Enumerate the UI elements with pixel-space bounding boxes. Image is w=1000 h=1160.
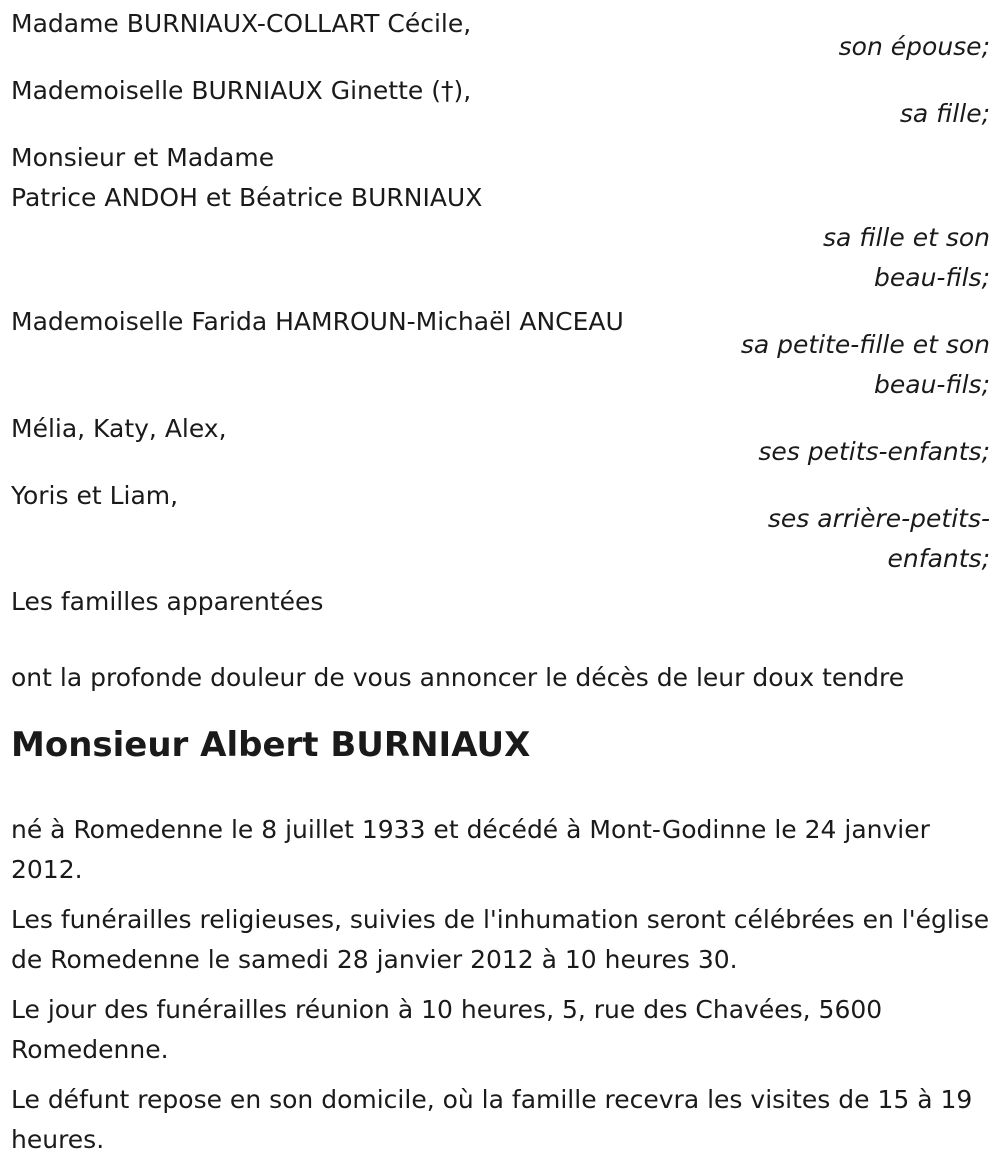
relative-entry-granddaughter [11,302,990,405]
relative-relation: son épouse; [838,32,990,61]
related-families: Les familles apparentées [11,587,324,616]
funeral-details [11,810,990,1160]
birth-death-dates: né à Romedenne le 8 juillet 1933 et décédé à Mont-Godinne le 24 janvier 2012. [11,815,930,884]
visitation-info: Le défunt repose en son domicile, où la famille recevra les visites de 15 à 19 heures. [11,1085,973,1154]
relative-entry-daughter-son-in-law [11,138,990,298]
relative-entry-daughter [11,71,990,134]
relative-entry-grandchildren [11,409,990,472]
announcement-text: ont la profonde douleur de vous annoncer le décès de leur doux tendre [11,663,905,692]
relative-name: Mademoiselle Farida HAMROUN-Michaël ANCEAU [11,307,624,336]
relative-name-line2: Patrice ANDOH et Béatrice BURNIAUX [11,183,483,212]
funeral-ceremony: Les funérailles religieuses, suivies de l'inhumation seront célébrées en l'église de Romedenne le samedi 28 janvier 2012 à 10 heures 30. [11,905,990,974]
relative-relation: sa fille; [899,99,990,128]
relative-name: Mademoiselle BURNIAUX Ginette (†), [11,76,472,105]
relative-entry-great-grandchildren [11,476,990,579]
relative-name: Mélia, Katy, Alex, [11,414,227,443]
funeral-meeting: Le jour des funérailles réunion à 10 heures, 5, rue des Chavées, 5600 Romedenne. [11,995,883,1064]
relative-name: Madame BURNIAUX-COLLART Cécile, [11,9,472,38]
relative-relation-line2: beau-fils; [874,263,990,292]
relative-relation-line1: ses arrière-petits- [767,504,990,533]
deceased-name: Monsieur Albert BURNIAUX [11,725,531,765]
relative-relation-line1: sa petite-fille et son [740,330,990,359]
relative-relation: ses petits-enfants; [758,437,990,466]
relative-relation-line2: beau-fils; [874,370,990,399]
relative-relation-line1: sa fille et son [823,223,990,252]
relative-entry-spouse [11,4,990,67]
relative-relation-line2: enfants; [887,544,990,573]
relative-name: Yoris et Liam, [11,481,179,510]
relative-name-line1: Monsieur et Madame [11,143,275,172]
